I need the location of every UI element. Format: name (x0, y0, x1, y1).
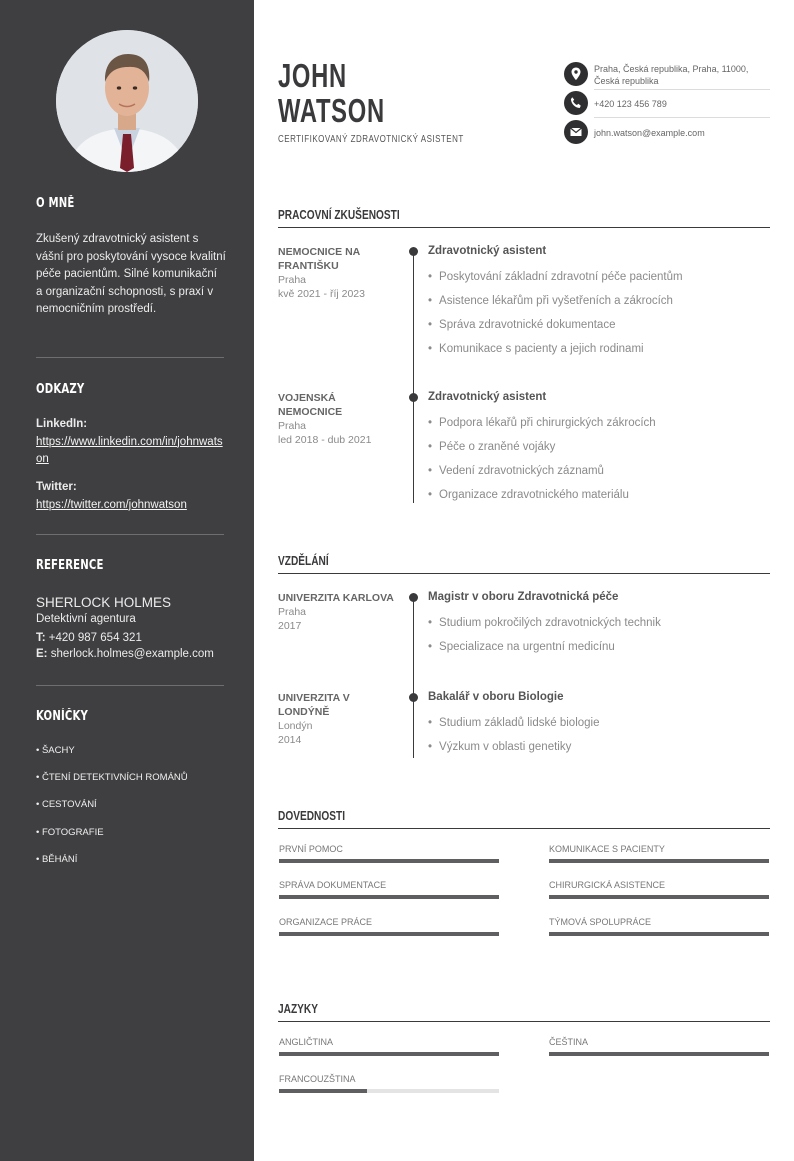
timeline-dot (409, 593, 418, 602)
skill-item (549, 917, 770, 927)
first-name: JOHN (278, 57, 347, 94)
org-name: UNIVERZITA V LONDÝNĚ (278, 692, 350, 718)
org-dates: 2017 (278, 620, 302, 632)
sidebar (0, 0, 254, 1161)
hobby-item: • BĚHÁNÍ (36, 854, 78, 865)
reference-phone-label: T: (36, 632, 46, 644)
contact-divider (594, 89, 770, 90)
bullet-item: • Organizace zdravotnického materiálu (428, 489, 629, 501)
skill-item (279, 880, 500, 890)
about-heading: O MNĚ (36, 196, 75, 211)
skill-bar-fill (279, 932, 499, 936)
skill-bar-fill (279, 859, 499, 863)
skill-label: CHIRURGICKÁ ASISTENCE (549, 880, 666, 890)
skill-label: KOMUNIKACE S PACIENTY (549, 844, 665, 854)
twitter-label: Twitter: (36, 481, 77, 493)
education-org (278, 591, 398, 633)
experience-org (278, 245, 398, 301)
org-name: UNIVERZITA KARLOVA (278, 592, 394, 604)
language-item (549, 1037, 770, 1047)
role-title: Zdravotnický asistent (428, 245, 547, 257)
skill-bar-fill (279, 895, 499, 899)
language-item (279, 1037, 500, 1047)
reference-phone: +420 987 654 321 (48, 632, 142, 644)
skill-item (279, 844, 500, 854)
skill-item (279, 917, 500, 927)
bullet-item: • Studium pokročilých zdravotnických technik (428, 617, 661, 629)
language-bar-fill (549, 1052, 769, 1056)
bullet-item: • Studium základů lidské biologie (428, 717, 600, 729)
bullet-item: • Specializace na urgentní medicínu (428, 641, 615, 653)
twitter-link[interactable]: https://twitter.com/johnwatson (36, 498, 187, 511)
languages-heading: JAZYKY (278, 1001, 319, 1016)
org-city: Praha (278, 274, 307, 286)
language-bar-fill (279, 1089, 367, 1093)
org-dates: 2014 (278, 734, 302, 746)
reference-email: sherlock.holmes@example.com (50, 648, 214, 660)
skill-bar (279, 932, 499, 936)
skill-label: PRVNÍ POMOC (279, 844, 343, 854)
section-divider (278, 828, 770, 829)
skill-bar (549, 932, 769, 936)
bullet-item: • Správa zdravotnické dokumentace (428, 319, 615, 331)
language-label: FRANCOUZŠTINA (279, 1074, 356, 1084)
hobby-item: • CESTOVÁNÍ (36, 799, 97, 810)
reference-heading: REFERENCE (36, 558, 104, 573)
degree-title: Bakalář v oboru Biologie (428, 691, 564, 703)
profile-photo (56, 30, 198, 172)
hobbies-heading: KONÍČKY (36, 709, 89, 724)
skill-bar (549, 895, 769, 899)
contact-address-text: Praha, Česká republika, Praha, 11000, Česká republika (594, 64, 749, 86)
org-name: VOJENSKÁ NEMOCNICE (278, 392, 343, 418)
org-city: Praha (278, 420, 307, 432)
org-dates: kvě 2021 - říj 2023 (278, 288, 365, 300)
links-heading: ODKAZY (36, 382, 85, 397)
hobby-item: • ČTENÍ DETEKTIVNÍCH ROMÁNŮ (36, 772, 188, 783)
experience-heading: PRACOVNÍ ZKUŠENOSTI (278, 207, 400, 222)
bullet-item: • Péče o zraněné vojáky (428, 441, 555, 453)
contact-email-text[interactable]: john.watson@example.com (594, 128, 705, 138)
role-title: Zdravotnický asistent (428, 391, 547, 403)
language-item (279, 1074, 500, 1084)
skill-bar-fill (549, 859, 769, 863)
degree-title: Magistr v oboru Zdravotnická péče (428, 591, 619, 603)
bullet-item: • Výzkum v oblasti genetiky (428, 741, 571, 753)
skill-bar (279, 859, 499, 863)
hobby-item: • FOTOGRAFIE (36, 827, 104, 838)
bullet-item: • Podpora lékařů při chirurgických zákrocích (428, 417, 656, 429)
reference-name: SHERLOCK HOLMES (36, 595, 172, 610)
skill-label: ORGANIZACE PRÁCE (279, 917, 373, 927)
org-name: NEMOCNICE NA FRANTIŠKU (278, 246, 360, 272)
org-city: Londýn (278, 720, 313, 732)
language-bar (279, 1052, 499, 1056)
linkedin-label: LinkedIn: (36, 418, 88, 430)
reference-email-label: E: (36, 648, 48, 660)
reference-company: Detektivní agentura (36, 613, 136, 625)
org-dates: led 2018 - dub 2021 (278, 434, 372, 446)
skill-bar-fill (549, 895, 769, 899)
timeline-dot (409, 247, 418, 256)
skill-item (549, 880, 770, 890)
experience-org (278, 391, 398, 447)
skill-bar-fill (549, 932, 769, 936)
language-label: ANGLIČTINA (279, 1037, 334, 1047)
timeline-dot (409, 393, 418, 402)
candidate-name (278, 58, 422, 128)
hobby-item: • ŠACHY (36, 745, 75, 756)
skill-label: SPRÁVA DOKUMENTACE (279, 880, 387, 890)
org-city: Praha (278, 606, 307, 618)
phone-icon (564, 91, 588, 115)
language-bar (549, 1052, 769, 1056)
contact-phone-text: +420 123 456 789 (594, 99, 667, 109)
language-bar-fill (279, 1052, 499, 1056)
section-divider (278, 1021, 770, 1022)
section-divider (278, 227, 770, 228)
sidebar-divider (36, 534, 224, 535)
linkedin-link[interactable]: https://www.linkedin.com/in/johnwatson (36, 435, 223, 465)
language-label: ČEŠTINA (549, 1037, 589, 1047)
education-heading: VZDĚLÁNÍ (278, 553, 329, 568)
bullet-item: • Poskytování základní zdravotní péče pacientům (428, 271, 683, 283)
bullet-item: • Asistence lékařům při vyšetřeních a zákrocích (428, 295, 673, 307)
job-title: CERTIFIKOVANÝ ZDRAVOTNICKÝ ASISTENT (278, 134, 464, 145)
location-pin-icon (564, 62, 588, 86)
sidebar-divider (36, 357, 224, 358)
section-divider (278, 573, 770, 574)
sidebar-divider (36, 685, 224, 686)
skill-item (549, 844, 770, 854)
bullet-item: • Komunikace s pacienty a jejich rodinami (428, 343, 644, 355)
education-org (278, 691, 398, 747)
language-bar (279, 1089, 499, 1093)
bullet-item: • Vedení zdravotnických záznamů (428, 465, 604, 477)
about-text: Zkušený zdravotnický asistent s vášní pro poskytování vysoce kvalitní péče pacientům. Silné komunikační a organizační schopnosti, s praxí v nemocničním prostředí. (36, 233, 226, 315)
mail-icon (564, 120, 588, 144)
timeline-dot (409, 693, 418, 702)
contact-divider (594, 117, 770, 118)
skill-bar (279, 895, 499, 899)
skills-heading: DOVEDNOSTI (278, 808, 346, 823)
timeline-line (413, 597, 414, 758)
skill-bar (549, 859, 769, 863)
skill-label: TÝMOVÁ SPOLUPRÁCE (549, 917, 652, 927)
timeline-line (413, 251, 414, 503)
last-name: WATSON (278, 92, 385, 129)
